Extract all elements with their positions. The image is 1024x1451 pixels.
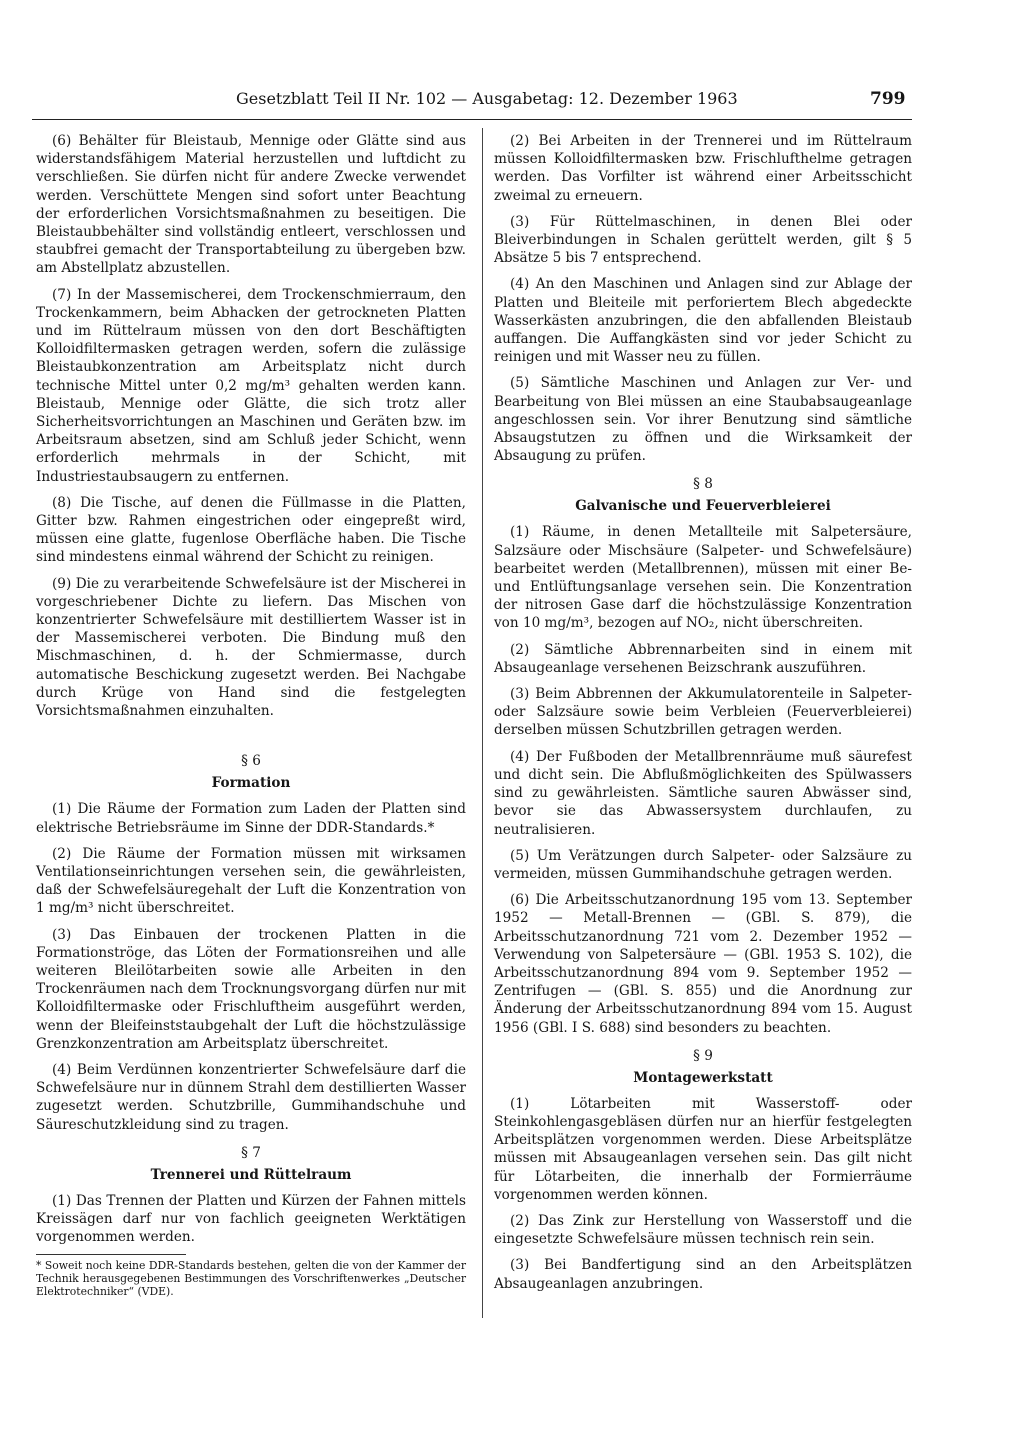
paragraph-7-2: (2) Bei Arbeiten in der Trennerei und im Rüttelraum müssen Kolloidfiltermasken bzw. Frischlufthelme getragen werden. Das Vorfilter ist während einer Arbeitsschicht zweimal zu erneuern. bbox=[494, 133, 912, 204]
section-6-number: § 6 bbox=[241, 753, 261, 770]
header-title: Gesetzblatt Teil II Nr. 102 — Ausgabetag: 12. Dezember 1963 bbox=[236, 89, 738, 108]
paragraph-9-3: (3) Bei Bandfertigung sind an den Arbeitsplätzen Absaugeanlagen anzubringen. bbox=[494, 1257, 912, 1292]
section-7-number: § 7 bbox=[241, 1144, 261, 1161]
section-8-number: § 8 bbox=[693, 476, 713, 493]
paragraph-5-6: (6) Behälter für Bleistaub, Mennige oder Glätte sind aus widerstandsfähigem Material herzustellen und luftdicht zu verschließen. Sie dürfen nicht für andere Zwecke verwendet werden. Verschüttete Mengen sind sofort unter Beachtung der erforderlichen Vorsichtsmaßnahmen zu beseitigen. Die Bleistaubbehälter sind vollständig entleert, verschlossen und staubfrei gemacht der Transportabteilung zu übergeben bzw. am Abstellplatz abzustellen. bbox=[36, 133, 466, 277]
paragraph-8-3: (3) Beim Abbrennen der Akkumulatorenteile in Salpeter- oder Salzsäure sowie beim Verbleien (Feuerverbleierei) derselben müssen Schutzbrillen getragen werden. bbox=[494, 686, 912, 739]
footnote: * Soweit noch keine DDR-Standards bestehen, gelten die von der Kammer der Technik herausgegebenen Bestimmungen des Vorschriftenwerkes „Deutscher Elektrotechniker“ (VDE). bbox=[36, 1259, 466, 1299]
paragraph-8-2: (2) Sämtliche Abbrennarbeiten sind in einem mit Absaugeanlage versehenen Beizschrank auszuführen. bbox=[494, 641, 912, 676]
paragraph-9-2: (2) Das Zink zur Herstellung von Wasserstoff und die eingesetzte Schwefelsäure müssen technisch rein sein. bbox=[494, 1212, 912, 1248]
paragraph-6-3: (3) Das Einbauen der trockenen Platten in die Formationströge, das Löten der Formationsreihen und alle weiteren Bleilötarbeiten sowie alle Arbeiten in den Trockenräumen nach dem Trocknungsvorgang dürfen nur mit Kolloidfiltermaske oder Frischluftheim ausgeführt werden, wenn der Bleifeinststaubgehalt der Luft die höchstzulässige Grenzkonzentration am Arbeitsplatz überschreitet. bbox=[36, 926, 466, 1052]
section-8-title: Galvanische und Feuerverbleierei bbox=[575, 498, 831, 515]
paragraph-8-4: (4) Der Fußboden der Metallbrennräume muß säurefest und dicht sein. Die Abflußmöglichkeiten des Spülwassers sind zu gewährleisten. Sämtliche sauren Abwässer sind, bevor sie das Abwassersystem durchlaufen, zu neutralisieren. bbox=[494, 748, 912, 838]
paragraph-7-5: (5) Sämtliche Maschinen und Anlagen zur Ver- und Bearbeitung von Blei müssen an eine Staubabsaugeanlage angeschlossen sein. Vor ihrer Benutzung sind sämtliche Absaugstutzen zu öffnen und die Wirksamkeit der Absaugung zu prüfen. bbox=[494, 375, 912, 465]
paragraph-8-6: (6) Die Arbeitsschutzanordnung 195 vom 13. September 1952 — Metall-Brennen — (GBl. S. 879), die Arbeitsschutzanordnung 721 vom 2. Dezember 1952 — Verwendung von Salpetersäure — (GBl. 1953 S. 102), die Arbeitsschutzanordnung 894 vom 9. September 1952 — Zentrifugen — (GBl. S. 855) und die Anordnung zur Änderung der Arbeitsschutzanordnung 894 vom 15. August 1956 (GBl. I S. 688) sind besonders zu beachten. bbox=[494, 892, 912, 1036]
paragraph-8-1: (1) Räume, in denen Metallteile mit Salpetersäure, Salzsäure oder Mischsäure (Salpeter- und Schwefelsäure) bearbeitet werden (Metallbrennen), müssen mit einer Be- und Entlüftungsanlage versehen sein. Die Konzentration der nitrosen Gase darf die höchstzulässige Konzentration von 10 mg/m³, bezogen auf NO₂, nicht überschreiten. bbox=[494, 524, 912, 632]
page-header bbox=[0, 89, 1024, 113]
section-6-title: Formation bbox=[211, 775, 291, 792]
section-9-title: Montagewerkstatt bbox=[633, 1069, 773, 1086]
header-rule bbox=[32, 119, 912, 120]
left-column bbox=[36, 132, 466, 1298]
paragraph-5-8: (8) Die Tische, auf denen die Füllmasse in die Platten, Gitter bzw. Rahmen eingestrichen oder eingepreßt wird, müssen eine glatte, fugenlose Oberfläche haben. Die Tische sind mindestens einmal während der Schicht zu reinigen. bbox=[36, 494, 466, 566]
section-7-title: Trennerei und Rüttelraum bbox=[150, 1166, 352, 1183]
footnote-rule bbox=[36, 1254, 186, 1255]
page-number: 799 bbox=[870, 89, 906, 109]
paragraph-6-1: (1) Die Räume der Formation zum Laden der Platten sind elektrische Betriebsräume im Sinne der DDR-Standards.* bbox=[36, 801, 466, 836]
paragraph-5-7: (7) In der Massemischerei, dem Trockenschmierraum, den Trockenkammern, beim Abhacken der getrockneten Platten und im Rüttelraum müssen von den dort Beschäftigten Kolloidfiltermasken getragen werden, sofern die zulässige Bleistaubkonzentration am Arbeitsplatz nicht durch technische Mittel unter 0,2 mg/m³ gehalten werden kann. Bleistaub, Mennige oder Glätte, die sich trotz aller Sicherheitsvorrichtungen an Maschinen und Geräten bzw. im Arbeitsraum absetzen, sind am Schluß jeder Schicht, wenn erforderlich mehrmals in der Schicht, mit Industriestaubsaugern zu entfernen. bbox=[36, 286, 466, 485]
paragraph-7-4: (4) An den Maschinen und Anlagen sind zur Ablage der Platten und Bleiteile mit perforiertem Blech abgedeckte Wasserkästen anzubringen, die den abfallenden Bleistaub auffangen. Die Auffangkästen sind vor jeder Schicht zu reinigen und mit Wasser neu zu füllen. bbox=[494, 276, 912, 366]
section-9-number: § 9 bbox=[693, 1047, 713, 1064]
paragraph-8-5: (5) Um Verätzungen durch Salpeter- oder Salzsäure zu vermeiden, müssen Gummihandschuhe getragen werden. bbox=[494, 847, 912, 882]
paragraph-6-4: (4) Beim Verdünnen konzentrierter Schwefelsäure darf die Schwefelsäure nur in dünnem Strahl dem destillierten Wasser zugesetzt werden. Schutzbrille, Gummihandschuhe und Säureschutzkleidung sind zu tragen. bbox=[36, 1061, 466, 1133]
paragraph-7-1: (1) Das Trennen der Platten und Kürzen der Fahnen mittels Kreissägen darf nur von fachlich geeigneten Werktätigen vorgenommen werden. bbox=[36, 1192, 466, 1246]
paragraph-7-3: (3) Für Rüttelmaschinen, in denen Blei oder Bleiverbindungen in Schalen gerüttelt werden, gilt § 5 Absätze 5 bis 7 entsprechend. bbox=[494, 213, 912, 267]
column-divider bbox=[482, 128, 483, 1318]
paragraph-5-9: (9) Die zu verarbeitende Schwefelsäure ist der Mischerei in vorgeschriebener Dichte zu liefern. Das Mischen von konzentrierter Schwefelsäure mit destilliertem Wasser ist in der Massemischerei verboten. Die Bindung muß den Mischmaschinen, d. h. der Schmiermasse, durch automatische Beschickung zugesetzt werden. Bei Nachgabe durch Krüge von Hand sind die festgelegten Vorsichtsmaßnahmen einzuhalten. bbox=[36, 575, 466, 720]
paragraph-9-1: (1) Lötarbeiten mit Wasserstoff- oder Steinkohlengasgebläsen dürfen nur an hierfür festgelegten Arbeitsplätzen vorgenommen werden. Diese Arbeitsplätze müssen mit Absaugeanlagen versehen sein. Das gilt nicht für Lötarbeiten, die innerhalb der Formierräume vorgenommen werden können. bbox=[494, 1095, 912, 1203]
right-column bbox=[494, 132, 912, 1301]
paragraph-6-2: (2) Die Räume der Formation müssen mit wirksamen Ventilationseinrichtungen versehen sein, die gewährleisten, daß der Schwefelsäuregehalt der Luft die Konzentration von 1 mg/m³ nicht überschreitet. bbox=[36, 845, 466, 917]
